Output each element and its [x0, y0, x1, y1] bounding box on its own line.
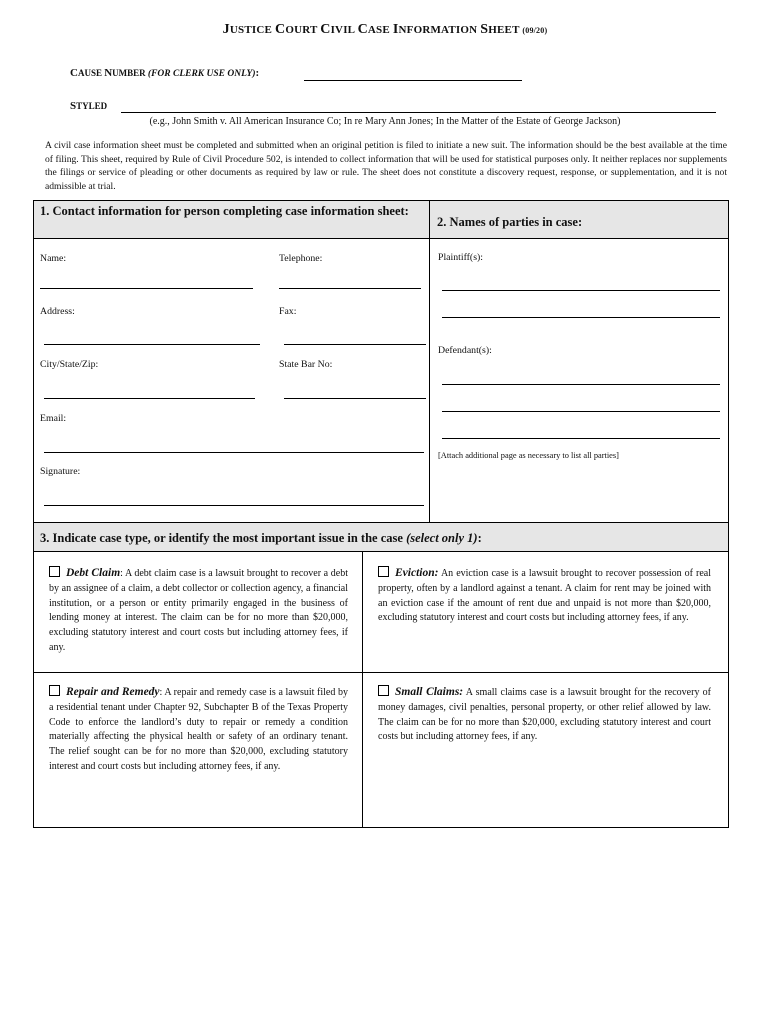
- cause-part: C: [70, 67, 78, 79]
- cause-number-label: [70, 67, 259, 79]
- email-field[interactable]: [44, 452, 424, 453]
- cause-number-field[interactable]: [304, 80, 522, 81]
- small-claims-name: Small Claims:: [395, 686, 464, 698]
- cause-part: UMBER: [112, 68, 148, 78]
- debt-claim-checkbox[interactable]: [49, 566, 60, 577]
- title-part: C: [275, 22, 286, 37]
- section3-heading-colon: :: [477, 531, 482, 545]
- title-part: J: [222, 22, 230, 37]
- address-label: Address:: [40, 306, 75, 317]
- title-part: ASE: [367, 24, 393, 36]
- title-part: HEET: [488, 24, 523, 36]
- section2-heading: 2. Names of parties in case:: [437, 215, 583, 229]
- debt-claim-text: : A debt claim case is a lawsuit brought to recover a debt by an assignee of a claim, a debt collector or collection agency, a financial institution, or a person or entity primarily engaged in the business of lending money at interest. The claim can be for no more than $20,000, excluding statutory interest and court costs but including attorney fees, if any.: [49, 568, 348, 653]
- state-bar-field[interactable]: [284, 398, 426, 399]
- repair-remedy-text: : A repair and remedy case is a lawsuit filed by a residential tenant under Chapter 92, Subchapter B of the Texas Property Code to enforce the landlord’s duty to repair or remedy a condition materially affecting the physical health or safety of an ordinary tenant. The relief sought can be for no more than $20,000, excluding statutory interest and court costs but including attorney fees, if any.: [49, 687, 348, 772]
- title-part: S: [480, 22, 489, 37]
- select-only-one: (select only 1): [406, 531, 478, 545]
- defendants-label: Defendant(s):: [438, 345, 492, 356]
- city-state-zip-field[interactable]: [44, 398, 255, 399]
- section1-heading: 1. Contact information for person completing case information sheet:: [40, 204, 409, 218]
- clerk-use-only: (FOR CLERK USE ONLY): [147, 69, 256, 79]
- eviction-checkbox[interactable]: [378, 566, 389, 577]
- styled-part: TYLED: [76, 101, 108, 111]
- defendant-field[interactable]: [442, 438, 720, 439]
- section3-heading: [40, 531, 482, 546]
- section3-heading-text: 3. Indicate case type, or identify the most important issue in the case: [40, 531, 407, 545]
- fax-field[interactable]: [284, 344, 426, 345]
- styled-label: [70, 100, 107, 112]
- contact-parties-box: [33, 200, 729, 523]
- city-state-zip-label: City/State/Zip:: [40, 359, 99, 370]
- repair-remedy-option: [49, 685, 348, 775]
- title-part: USTICE: [229, 24, 275, 36]
- eviction-option: [378, 566, 711, 626]
- debt-claim-option: [49, 566, 348, 656]
- divider: [33, 551, 729, 552]
- styled-example: (e.g., John Smith v. All American Insurance Co; In re Mary Ann Jones; In the Matter of the Estate of George Jackson): [149, 116, 621, 127]
- plaintiffs-label: Plaintiff(s):: [438, 252, 483, 263]
- name-label: Name:: [40, 253, 67, 264]
- eviction-name: Eviction:: [395, 567, 439, 579]
- telephone-label: Telephone:: [279, 253, 323, 264]
- repair-remedy-checkbox[interactable]: [49, 685, 60, 696]
- cause-colon: :: [255, 67, 260, 79]
- title-part: C: [320, 22, 331, 37]
- small-claims-option: [378, 685, 711, 745]
- title-part: OURT: [285, 24, 321, 36]
- eviction-text: An eviction case is a lawsuit brought to recover possession of real property, often by a landlord against a tenant. A claim for rent may be joined with an eviction case if the amount of rent due and unpaid is not more than $20,000, excluding statutory interest and court costs but including attorney fees, if any.: [378, 568, 711, 624]
- attach-note: [Attach additional page as necessary to list all parties]: [438, 451, 619, 460]
- title-part: NFORMATION: [398, 24, 481, 36]
- plaintiff-field[interactable]: [442, 317, 720, 318]
- form-title: [0, 22, 770, 38]
- small-claims-checkbox[interactable]: [378, 685, 389, 696]
- repair-remedy-name: Repair and Remedy: [66, 686, 160, 698]
- divider: [33, 238, 729, 239]
- title-part: IVIL: [330, 24, 358, 36]
- cause-part: AUSE: [77, 68, 105, 78]
- signature-label: Signature:: [40, 466, 81, 477]
- telephone-field[interactable]: [279, 288, 421, 289]
- small-claims-text: A small claims case is a lawsuit brought for the recovery of money damages, civil penalties, personal property, or other relief allowed by law. The claim can be for no more than $20,000, excluding statutory interest and court costs but including attorney fees, if any.: [378, 687, 711, 743]
- intro-paragraph: A civil case information sheet must be completed and submitted when an original petition is filed to initiate a new suit. The information should be the best available at the time of filing. This sheet, required by Rule of Civil Procedure 502, is intended to collect information that will be used for statistical purposes only. It neither replaces nor supplements the filings or service of pleading or other documents as required by law or rule. The sheet does not constitute a discovery request, response, or supplementation, and it is not admissible at trial.: [45, 140, 727, 192]
- form-version: (09/20): [522, 26, 548, 35]
- title-part: C: [357, 22, 368, 37]
- title-part: I: [392, 22, 399, 37]
- divider: [362, 551, 363, 828]
- debt-claim-name: Debt Claim: [66, 567, 121, 579]
- fax-label: Fax:: [279, 306, 297, 317]
- divider: [33, 672, 729, 673]
- state-bar-label: State Bar No:: [279, 359, 333, 370]
- plaintiff-field[interactable]: [442, 290, 720, 291]
- defendant-field[interactable]: [442, 411, 720, 412]
- signature-field[interactable]: [44, 505, 424, 506]
- cause-part: N: [104, 67, 113, 79]
- address-field[interactable]: [44, 344, 260, 345]
- email-label: Email:: [40, 413, 67, 424]
- name-field[interactable]: [40, 288, 253, 289]
- styled-part: S: [70, 100, 77, 112]
- divider: [429, 200, 430, 523]
- defendant-field[interactable]: [442, 384, 720, 385]
- styled-field[interactable]: [121, 112, 716, 113]
